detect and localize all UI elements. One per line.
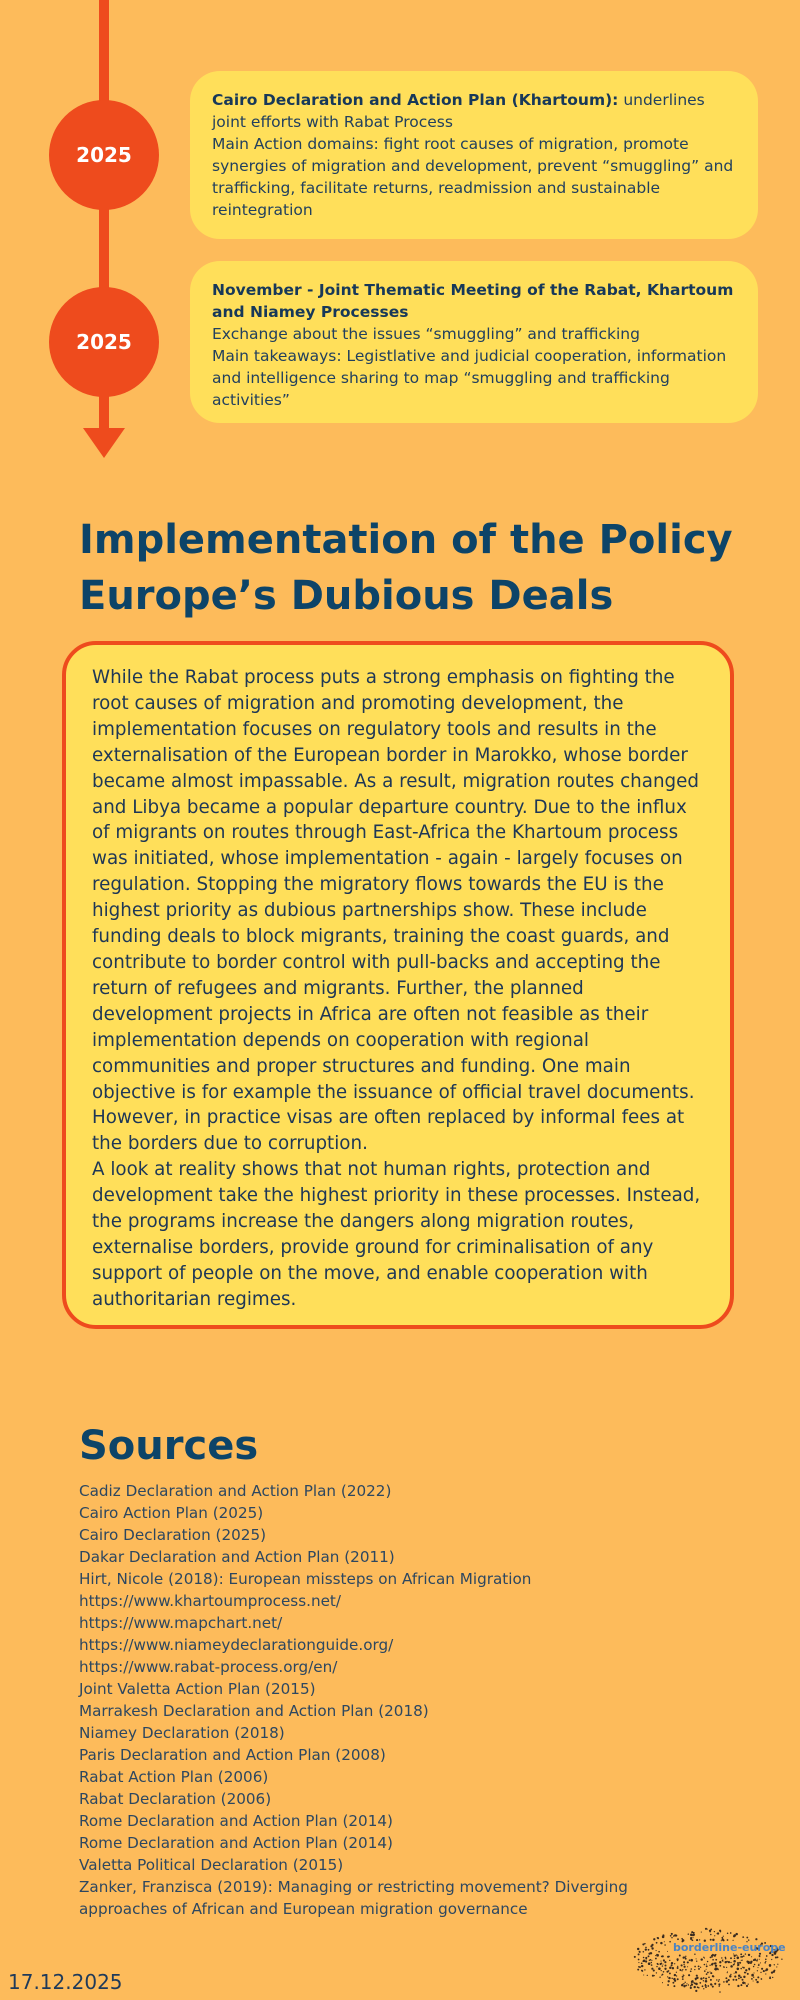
source-link[interactable]: https://www.khartoumprocess.net/	[79, 1592, 342, 1610]
body-paragraph-1: While the Rabat process puts a strong emphasis on fighting the root causes of migration and promoting development, the implementation focuses on regulatory tools and results in the externalisation of the European border in Marokko, whose border became almost impassable. As a result, migration routes changed and Libya became a popular departure country. Due to the influx of migrants on routes through East-Africa the Khartoum process was initiated, whose implementation - again - largely focuses on regulation. Stopping the migratory flows towards the EU is the highest priority as dubious partnerships show. These include funding deals to block migrants, training the coast guards, and contribute to border control with pull-backs and accepting the return of refugees and migrants. Further, the planned development projects in Africa are often not feasible as their implementation depends on cooperation with regional communities and proper structures and funding. One main objective is for example the issuance of official travel documents. However, in practice visas are often replaced by informal fees at the borders due to corruption.	[92, 667, 700, 1155]
source-item: Joint Valetta Action Plan (2015)	[79, 1680, 316, 1698]
sources-title: Sources	[79, 1423, 259, 1469]
event-title: November - Joint Thematic Meeting of the Rabat, Khartoum and Niamey Processes	[212, 281, 734, 321]
footer-date: 17.12.2025	[8, 1970, 123, 1994]
source-item: Dakar Declaration and Action Plan (2011)	[79, 1548, 395, 1566]
source-item: Cadiz Declaration and Action Plan (2022)	[79, 1482, 392, 1500]
timeline-year-2: 2025	[49, 287, 159, 397]
sources-list	[79, 1480, 679, 1920]
section-headline	[79, 512, 759, 624]
event-line: Main Action domains: fight root causes of migration, promote synergies of migration and development, prevent “smuggling” and trafficking, facilitate returns, readmission and sustainable reintegration	[212, 135, 734, 219]
timeline-event-2	[190, 261, 758, 423]
source-link[interactable]: https://www.mapchart.net/	[79, 1614, 283, 1632]
source-item: Marrakesh Declaration and Action Plan (2018)	[79, 1702, 429, 1720]
source-item: Cairo Declaration (2025)	[79, 1526, 267, 1544]
headline-line-1: Implementation of the Policy	[79, 517, 733, 563]
timeline-year-1: 2025	[49, 100, 159, 210]
source-item: Rome Declaration and Action Plan (2014)	[79, 1812, 393, 1830]
headline-line-2: Europe’s Dubious Deals	[79, 573, 614, 619]
timeline-event-1	[190, 71, 758, 239]
event-line: Main takeaways: Legistlative and judicial cooperation, information and intelligence sharing to map “smuggling and trafficking activities”	[212, 347, 727, 409]
arrow-down-icon	[83, 428, 125, 458]
source-link[interactable]: https://www.niameydeclarationguide.org/	[79, 1636, 394, 1654]
implementation-text-box	[62, 641, 734, 1329]
body-paragraph-2: A look at reality shows that not human rights, protection and development take the highest priority in these processes. Instead, the programs increase the dangers along migration routes, externalise borders, provide ground for criminalisation of any support of people on the move, and enable cooperation with authoritarian regimes.	[92, 1159, 701, 1310]
source-item: Zanker, Franzisca (2019): Managing or restricting movement? Diverging approaches of African and European migration governance	[79, 1878, 628, 1918]
event-line: Exchange about the issues “smuggling” and trafficking	[212, 325, 640, 343]
source-item: Hirt, Nicole (2018): European missteps on African Migration	[79, 1570, 532, 1588]
event-title: Cairo Declaration and Action Plan (Khartoum):	[212, 91, 619, 109]
source-item: Rabat Declaration (2006)	[79, 1790, 272, 1808]
borderline-europe-logo	[628, 1920, 788, 1996]
logo-text: borderline-europe	[673, 1941, 786, 1954]
source-item: Niamey Declaration (2018)	[79, 1724, 285, 1742]
event-title-rest: underlines joint efforts with Rabat Process	[212, 91, 705, 131]
source-item: Cairo Action Plan (2025)	[79, 1504, 264, 1522]
source-item: Valetta Political Declaration (2015)	[79, 1856, 344, 1874]
source-item: Paris Declaration and Action Plan (2008)	[79, 1746, 386, 1764]
source-link[interactable]: https://www.rabat-process.org/en/	[79, 1658, 338, 1676]
source-item: Rome Declaration and Action Plan (2014)	[79, 1834, 393, 1852]
source-item: Rabat Action Plan (2006)	[79, 1768, 269, 1786]
